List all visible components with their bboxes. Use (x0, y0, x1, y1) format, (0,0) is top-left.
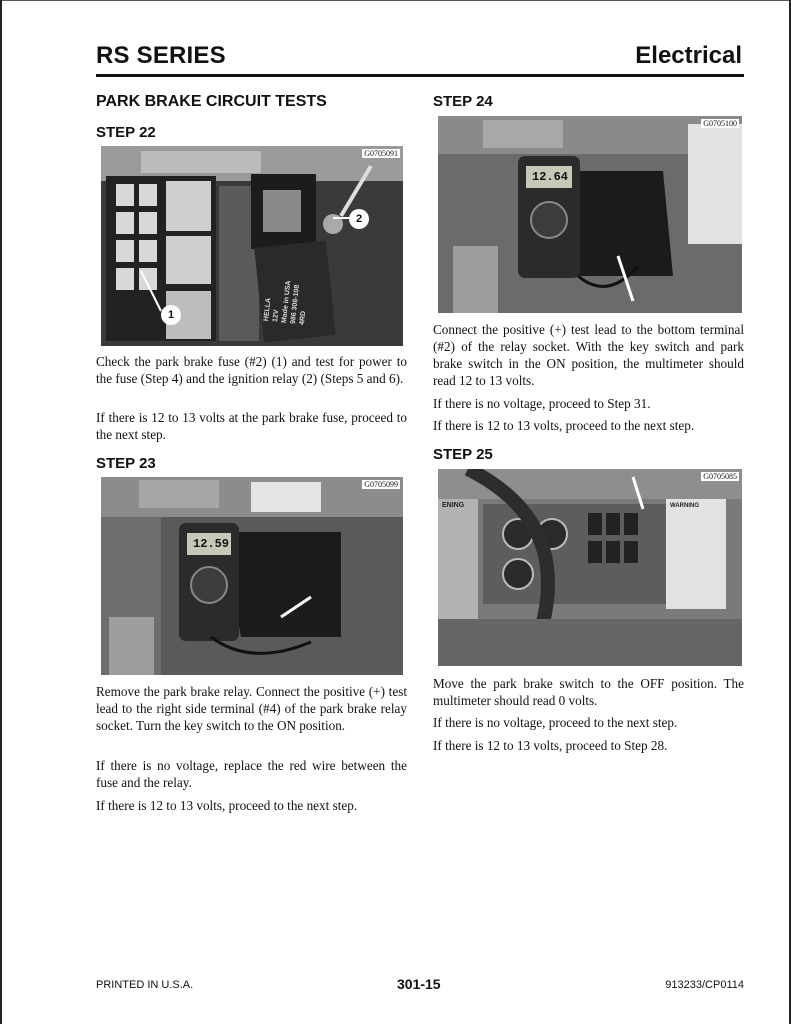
step-25-text-1: Move the park brake switch to the OFF position. The multimeter should read 0 volts. (433, 676, 744, 708)
callout-1: 1 (161, 305, 181, 325)
step-25-figure-id: G0705085 (703, 472, 737, 481)
dash-label: ENING (442, 502, 465, 509)
page-number: 301-15 (397, 976, 441, 992)
step-24-heading: STEP 24 (433, 93, 493, 110)
step-24-meter-reading: 12.64 (532, 170, 569, 184)
warning-label: WARNING (670, 503, 699, 509)
relay-text-3: Made in USA (280, 280, 293, 324)
step-22-figure-id: G0705091 (364, 149, 398, 158)
step-25-text-2: If there is no voltage, proceed to the next step. (433, 715, 678, 730)
step-24-text-3: If there is 12 to 13 volts, proceed to the next step. (433, 418, 695, 433)
relay-text-2: 12V (271, 309, 281, 323)
step-22-text-2: If there is 12 to 13 volts at the park brake fuse, proceed to the next step. (96, 410, 407, 442)
relay-text-5: 4RD (298, 310, 308, 326)
step-23-text-3: If there is 12 to 13 volts, proceed to the next step. (96, 798, 358, 813)
step-22-text-1: Check the park brake fuse (#2) (1) and test for power to the fuse (Step 4) and the ignition relay (2) (Steps 5 and 6). (96, 354, 407, 386)
printed-in: PRINTED IN U.S.A. (96, 979, 194, 991)
callout-2: 2 (349, 209, 369, 229)
step-23-heading: STEP 23 (96, 455, 156, 472)
step-25-heading: STEP 25 (433, 446, 493, 463)
step-23-text-2: If there is no voltage, replace the red wire between the fuse and the relay. (96, 758, 407, 790)
relay-text-4: 986 308-108 (289, 284, 301, 325)
relay-text-1: HELLA (263, 297, 273, 322)
step-25-text-3: If there is 12 to 13 volts, proceed to Step 28. (433, 738, 668, 753)
document-number: 913233/CP0114 (665, 979, 744, 991)
park-brake-tests-heading: PARK BRAKE CIRCUIT TESTS (96, 93, 327, 110)
page-border-left (0, 0, 2, 1024)
step-24-figure-id: G0705100 (703, 119, 737, 128)
step-25-photo (438, 469, 742, 666)
page-border-top (0, 0, 791, 1)
step-23-photo (101, 477, 403, 675)
section-title: Electrical (635, 42, 742, 69)
step-24-photo (438, 116, 742, 313)
step-22-heading: STEP 22 (96, 124, 156, 141)
step-23-text-1: Remove the park brake relay. Connect the positive (+) test lead to the right side terminal (#4) of the park brake relay socket. Turn the key switch to the ON position. (96, 684, 407, 733)
relay-label (262, 261, 313, 325)
series-title: RS SERIES (96, 42, 226, 69)
header-rule (96, 74, 744, 77)
step-24-text-1: Connect the positive (+) test lead to the bottom terminal (#2) of the relay socket. With the key switch and park brake switch in the ON position, the multimeter should read 12 to 13 volts. (433, 322, 744, 388)
step-23-meter-reading: 12.59 (193, 537, 230, 551)
step-24-text-2: If there is no voltage, proceed to Step 31. (433, 396, 651, 411)
step-22-photo (101, 146, 403, 346)
step-23-figure-id: G0705099 (364, 480, 398, 489)
